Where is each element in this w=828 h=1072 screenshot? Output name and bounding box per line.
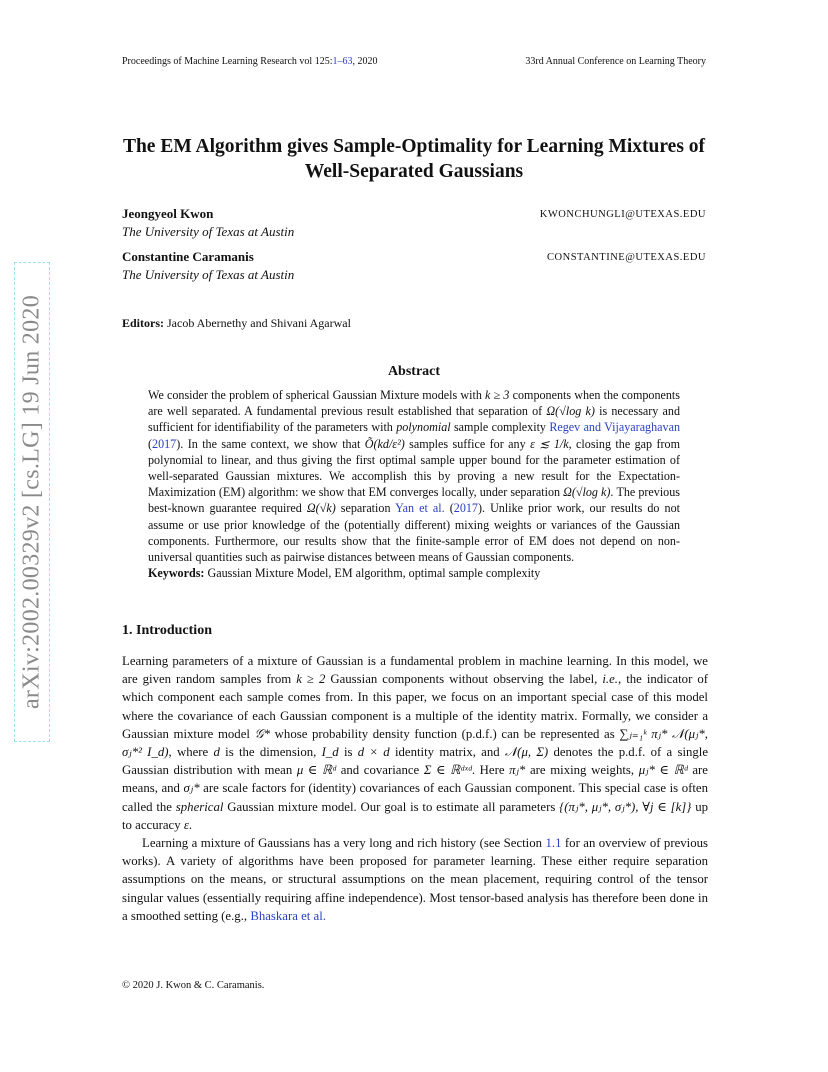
body-text: Gaussian components without observing the label, <box>325 672 603 687</box>
running-header-left <box>122 56 378 67</box>
section-heading: 1. Introduction <box>122 623 212 638</box>
abstract-text: sample complexity <box>450 420 550 435</box>
body-text: up to accuracy <box>122 799 709 832</box>
body-text: denotes the p.d.f. of a single Gaussian distribution with mean <box>122 745 709 778</box>
abstract-text: ). In the same context, we show that <box>176 436 365 451</box>
section-ref-link[interactable]: 1.1 <box>545 836 562 851</box>
math-inline: 𝒢* <box>254 726 271 741</box>
body-text: Learning parameters of a mixture of Gaussian is a fundamental problem in machine learning. In this model, we are given random samples from <box>122 654 708 687</box>
math-inline: d <box>213 745 220 760</box>
intro-paragraph-2 <box>122 834 708 925</box>
math-inline: μ ∈ ℝᵈ <box>296 763 337 778</box>
math-inline: Σ ∈ ℝᵈˣᵈ <box>423 763 472 778</box>
author-name: Constantine Caramanis <box>122 249 254 264</box>
math-inline: Ω(√log k) <box>563 485 611 500</box>
math-inline: ε ≲ 1/k <box>530 436 569 451</box>
body-text: are means, and <box>122 763 708 796</box>
math-inline: μⱼ* ∈ ℝᵈ <box>638 763 688 778</box>
emphasis: spherical <box>175 799 224 814</box>
math-inline: σⱼ* <box>183 781 200 796</box>
body-text: and covariance <box>336 763 424 778</box>
math-inline: ε <box>183 817 189 832</box>
abstract-text: ( <box>444 501 454 516</box>
intro-paragraph-1 <box>122 652 708 834</box>
math-inline: Ω(√k) <box>306 501 336 516</box>
emphasis: polynomial <box>396 420 451 435</box>
journal-year: , 2020 <box>352 56 378 67</box>
citation-link[interactable]: Bhaskara et al. <box>250 908 326 923</box>
title-line-1: The EM Algorithm gives Sample-Optimality for Learning Mixtures of <box>122 136 706 157</box>
abstract-text: is necessary and sufficient for identifiability of the parameters with <box>148 404 681 435</box>
math-inline: πⱼ* <box>509 763 526 778</box>
editors-line <box>122 316 351 331</box>
math-inline: ∑ⱼ₌₁ᵏ πⱼ* 𝒩(μⱼ*, σⱼ*² I_d) <box>122 726 708 760</box>
title-line-2: Well-Separated Gaussians <box>304 161 524 182</box>
math-inline: Ω(√log k) <box>546 404 595 419</box>
abstract-text: ( <box>148 436 153 451</box>
body-text: are scale factors for (identity) covariances of each Gaussian component. This special case is often called the <box>122 781 708 814</box>
editors-names: Jacob Abernethy and Shivani Agarwal <box>167 316 351 330</box>
paper-title <box>110 134 718 184</box>
abstract-heading: Abstract <box>387 364 441 379</box>
abstract-body <box>148 387 680 581</box>
citation-link[interactable]: Regev and Vijayaraghavan <box>549 420 680 435</box>
author-name: Jeongyeol Kwon <box>122 206 214 221</box>
keywords-label: Keywords: <box>148 566 205 581</box>
page-range-link[interactable]: 1–63 <box>332 56 353 67</box>
journal-info: Proceedings of Machine Learning Research vol 125: <box>122 56 333 67</box>
body-text: identity matrix, and <box>389 745 505 760</box>
abstract-text: separation <box>335 501 396 516</box>
author-affiliation: The University of Texas at Austin <box>122 224 295 239</box>
author-email[interactable]: CONSTANTINE@UTEXAS.EDU <box>547 252 706 263</box>
body-text: Learning a mixture of Gaussians has a very long and rich history (see Section <box>142 836 546 851</box>
body-text: are mixing weights, <box>525 763 639 778</box>
abstract-text: . The previous best-known guarantee required <box>148 485 680 516</box>
body-text: Gaussian mixture model. Our goal is to estimate all parameters <box>223 799 560 814</box>
abstract-text: We consider the problem of spherical Gaussian Mixture models with <box>148 388 486 402</box>
citation-year-link[interactable]: 2017 <box>152 436 177 451</box>
body-text: , where <box>168 745 214 760</box>
citation-year-link[interactable]: 2017 <box>453 501 478 516</box>
math-inline: {(πⱼ*, μⱼ*, σⱼ*), ∀j ∈ [k]} <box>559 799 692 814</box>
math-inline: k ≥ 3 <box>485 388 510 402</box>
intro-body <box>122 652 708 925</box>
arxiv-stamp-text: arXiv:2002.00329v2 [cs.LG] 19 Jun 2020 <box>18 294 45 710</box>
abstract-text: , closing the gap from polynomial to linear, and thus giving the first optimal sample upper bound for the parameter estimation of well-separated Gaussian mixtures. We accomplish this by proving a new result for the Expectation-Maximization (EM) algorithm: we show that EM converges locally, under separation <box>148 436 681 500</box>
math-inline: d × d <box>357 745 390 760</box>
body-text: for an overview of previous works). A variety of algorithms have been proposed for parameter learning. These either require separation assumptions on the means, or structural assumptions on the mean placement, requiring control of the tensor singular values (essentially requiring affine independence). Most tensor-based analysis has therefore been done in a smoothed setting (e.g., <box>122 836 708 923</box>
body-text: whose probability density function (p.d.f.) can be represented as <box>270 726 620 741</box>
body-text: . Here <box>471 763 510 778</box>
body-text: is the dimension, <box>219 745 322 760</box>
author-affiliation: The University of Texas at Austin <box>122 267 295 282</box>
keywords-line <box>148 565 680 581</box>
citation-link[interactable]: Yan et al. <box>395 501 445 516</box>
editors-label: Editors: <box>122 316 164 330</box>
abstract-text: ). Unlike prior work, our results do not assume or use prior knowledge of the (potentially different) mixing weights or variances of the Gaussian components. Furthermore, our results show that the finite-sample error of EM does not depend on non-universal quantities such as pairwise distances between means of Gaussian components. <box>148 501 680 565</box>
math-inline: 𝒩(μ, Σ) <box>504 745 549 760</box>
arxiv-stamp[interactable] <box>14 262 50 742</box>
body-text: , the indicator of which component each sample comes from. In this paper, we focus on an important special case of this model where the covariance of each Gaussian component is a multiple of the identity matrix. Formally, we consider a Gaussian mixture model <box>122 672 708 741</box>
running-header-right: 33rd Annual Conference on Learning Theory <box>525 56 706 67</box>
math-inline: I_d <box>321 745 339 760</box>
body-text: is <box>338 745 358 760</box>
copyright-footer: © 2020 J. Kwon & C. Caramanis. <box>122 980 265 991</box>
body-text: . <box>188 817 193 832</box>
emphasis: i.e. <box>602 672 619 687</box>
author-email[interactable]: KWONCHUNGLI@UTEXAS.EDU <box>539 209 706 220</box>
abstract-text: samples suffice for any <box>404 436 531 451</box>
abstract-text: components when the components are well separated. A fundamental previous result established that separation of <box>148 388 680 419</box>
math-inline: k ≥ 2 <box>296 672 326 687</box>
keywords-text: Gaussian Mixture Model, EM algorithm, optimal sample complexity <box>207 566 541 581</box>
math-inline: Õ(kd/ε²) <box>364 436 405 451</box>
